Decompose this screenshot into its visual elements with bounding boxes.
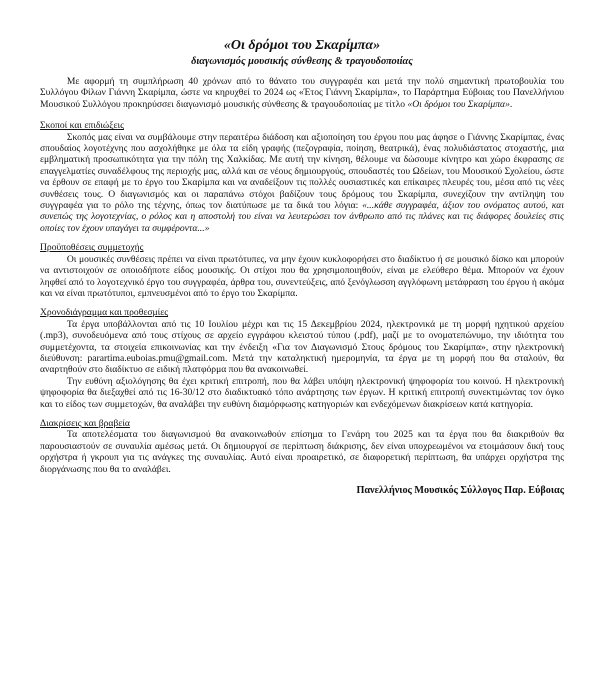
document-title: «Οι δρόμοι του Σκαρίμπα» xyxy=(223,38,381,53)
signature: Πανελλήνιος Μουσικός Σύλλογος Παρ. Εύβοιας xyxy=(356,485,564,496)
section-heading-purpose: Σκοποί και επιδιώξεις xyxy=(40,120,124,132)
section-awards xyxy=(40,418,564,475)
timeline-paragraph-evaluation: Την ευθύνη αξιολόγησης θα έχει κριτική επιτροπή, που θα λάβει υπόψη ηλεκτρονική ψηφοφορία του κοινού. Η ηλεκτρονική ψηφοφορία θα διεξαχθεί από τις 16-30/12 στο διαδικτυακό τόπο ανάρτησης των έργων. Η κριτική επιτροπή συνεκτιμώντας τον όγκο και το είδος των συμμετοχών, θα αναλάβει την ευθύνη διαμόρφωσης κατηγοριών και ενδεχόμενων διακρίσεων κατά κατηγορία. xyxy=(40,375,564,410)
intro-paragraph xyxy=(40,76,564,110)
section-heading-timeline: Χρονοδιάγραμμα και προθεσμίες xyxy=(40,307,169,319)
section-heading-awards: Διακρίσεις και βραβεία xyxy=(40,417,130,429)
document-subtitle: διαγωνισμός μουσικής σύνθεσης & τραγουδοποιίας xyxy=(191,56,413,67)
intro-title-quote: «Οι δρόμοι του Σκαρίμπα» xyxy=(407,98,510,110)
purpose-text: Σκοπός μας είναι να συμβάλουμε στην περαιτέρω διάδοση και αξιοποίηση του έργου που μας άφησε ο Γιάννης Σκαρίμπας, ένας σπουδαίος λογοτέχνης που ασχολήθηκε με όλα τα είδη γραφής (πεζογραφία, ποίηση, θεατρικά), ένας πολυδιάστατος στοχαστής, μια εμβληματική προσωπικότητα για την πόλη της Χαλκίδας. Με αυτή την κίνηση, θέλουμε να δώσουμε κίνητρο και χώρο έκφρασης σε επαγγελματίες συναδέλφους της περιοχής μας, αλλά και σε νέους δημιουργούς, σπουδαστές του Ωδείων, του Μουσικού Σχολείου, ώστε να έρθουν σε επαφή με το έργο του Σκαρίμπα και να αναδείξουν τις πολλές ουσιαστικές και επίκαιρες πλευρές του, μέσα από τις νέες συνθέσεις τους. Ο διαγωνισμός και οι παραπάνω στόχοι βαδίζουν τους δρόμους του Σκαρίμπα, συνεχίζουν την αντίληψη του συγγραφέα για το ρόλο της τέχνης, όπως τον διατύπωσε με τα δικά του λόγια: xyxy=(40,131,564,212)
section-timeline xyxy=(40,307,564,410)
section-heading-prerequisites: Προϋποθέσεις συμμετοχής xyxy=(40,242,144,254)
intro-text: Με αφορμή τη συμπλήρωση 40 χρόνων από το θάνατο του συγγραφέα και μετά την πολύ σημαντική πρωτοβουλία του Συλλόγου Φίλων Γιάννη Σκαρίμπα, ώστε να κηρυχθεί το 2024 ως «Έτος Γιάννη Σκαρίμπα», το Παράρτημα Εύβοιας του Πανελλήνιου Μουσικού Συλλόγου προκηρύσσει διαγωνισμό μουσικής σύνθεσης & τραγουδοποιίας με τίτλο xyxy=(40,76,564,110)
section-purpose xyxy=(40,120,564,234)
section-prerequisites xyxy=(40,242,564,299)
purpose-quote: «...κάθε συγγραφέα, άξιον του ονόματος αυτού, και συνεπώς της λογοτεχνίας, ο ρόλος και η αποστολή του είναι να λευτερώσει τον άνθρωπο από τις πλάνες και τις διάφορες δουλείες στις οποίες τον έχουν υπαγάγει τα συμφέροντα...» xyxy=(40,200,564,234)
intro-text-end: . xyxy=(509,98,513,110)
timeline-paragraph-submission: Τα έργα υποβάλλονται από τις 10 Ιουλίου μέχρι και τις 15 Δεκεμβρίου 2024, ηλεκτρονικά με τη μορφή ηχητικού αρχείου (.mp3), συνοδευόμενα από τους στίχους σε αρχείο εγγράφου κλειστού τύπου (.pdf), μαζί με το ονοματεπώνυμο, την ιδιότητα του συμμετέχοντα, τα στοιχεία επικοινωνίας και την ένδειξη «Για τον Διαγωνισμό Στους δρόμους του Σκαρίμπα», στην ηλεκτρονική διεύθυνση: parartima.euboias.pmu@gmail.com. Μετά την καταληκτική ημερομηνία, τα έργα με τη μορφή που θα σταλούν, θα αναρτηθούν στο διαδίκτυο σε ειδική πλατφόρμα που θα ανακοινωθεί. xyxy=(40,318,564,376)
purpose-paragraph xyxy=(40,132,564,235)
awards-paragraph: Τα αποτελέσματα του διαγωνισμού θα ανακοινωθούν επίσημα το Γενάρη του 2025 και τα έργα που θα διακριθούν θα παρουσιαστούν σε συναυλία αμέσως μετά. Οι δημιουργοί σε περίπτωση διάκρισης, δεν είναι υποχρεωμένοι να ετοιμάσουν δική τους ορχήστρα ή γκρουπ για τις ανάγκες της συναυλίας. Αυτό είναι προαιρετικό, σε διαφορετική περίπτωση, θα υπάρχει ορχήστρα της διοργάνωσης που θα το αναλάβει. xyxy=(40,429,564,475)
prerequisites-paragraph: Οι μουσικές συνθέσεις πρέπει να είναι πρωτότυπες, να μην έχουν κυκλοφορήσει στο διαδίκτυο ή σε μουσικό δίσκο και μπορούν να αντιστοιχούν σε οποιοδήποτε είδος μουσικής. Οι στίχοι που θα χρησιμοποιηθούν, είναι με ελεύθερο θέμα. Μπορούν να έχουν ληφθεί από το λογοτεχνικό έργο του συγγραφέα, άρθρα του, συνεντεύξεις, από ξενόγλωσση αγγλόφωνη μετάφραση του έργου ή ακόμα και να είναι πρωτότυποι, εμπνευσμένοι από το έργο του Σκαρίμπα. xyxy=(40,253,564,299)
